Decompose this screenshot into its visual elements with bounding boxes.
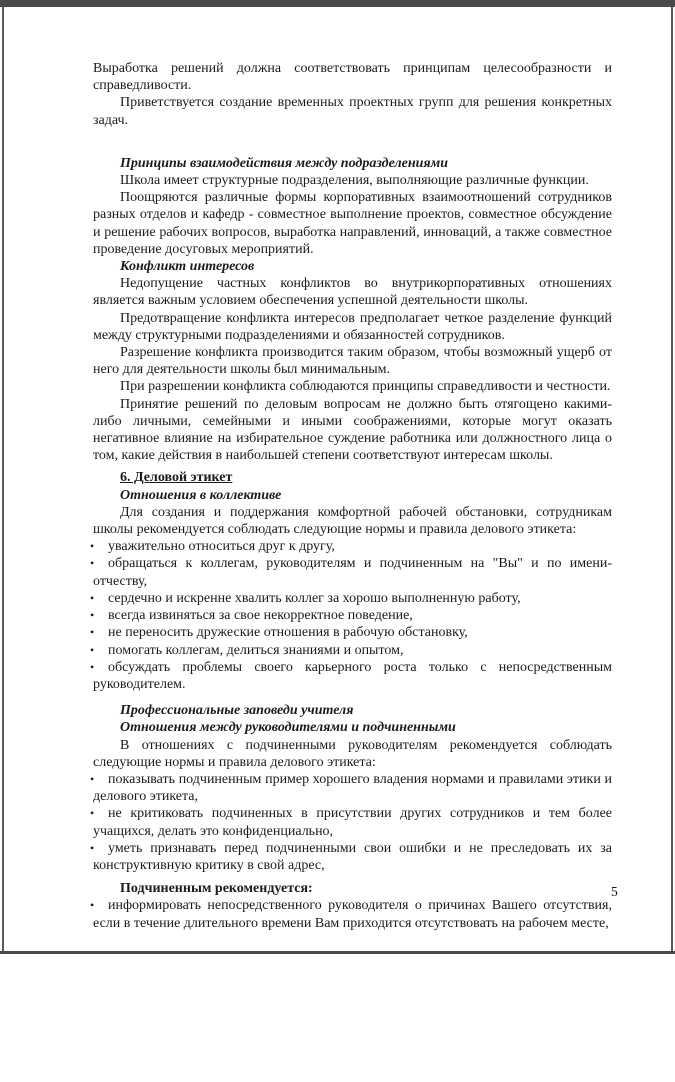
bullet-icon: • xyxy=(90,659,95,674)
bullet-icon: • xyxy=(90,608,95,623)
list-item-text: уважительно относиться друг к другу, xyxy=(108,539,335,555)
paragraph-structural-units: Школа имеет структурные подразделения, выполняющие различные функции. xyxy=(120,173,589,189)
paragraph-intro-continuation: Выработка решений должна соответствовать принципам целесообразности и справедливости. xyxy=(93,61,612,94)
bullet-icon: • xyxy=(90,539,95,554)
list-item xyxy=(90,538,612,555)
bullet-icon: • xyxy=(90,556,95,571)
bullet-icon: • xyxy=(90,840,95,855)
bullet-icon: • xyxy=(90,642,95,657)
page-bottom-edge xyxy=(0,951,675,954)
paragraph-conflict-resolution: Разрешение конфликта производится таким образом, чтобы возможный ущерб от него для деятельности школы был минимальным. xyxy=(93,345,612,378)
heading-interaction-principles: Принципы взаимодействия между подразделениями xyxy=(120,155,448,171)
heading-conflict-of-interest: Конфликт интересов xyxy=(120,259,255,275)
list-item xyxy=(90,590,612,607)
list-item xyxy=(90,555,612,589)
list-item xyxy=(90,642,612,659)
list-item xyxy=(90,607,612,624)
list-item xyxy=(90,624,612,641)
heading-teacher-commandments: Профессиональные заповеди учителя xyxy=(120,703,354,719)
paragraph-conflict-prevention-1: Недопущение частных конфликтов во внутрикорпоративных отношениях является важным условием обеспечения успешной деятельности школы. xyxy=(93,276,612,309)
paragraph-conflict-prevention-2: Предотвращение конфликта интересов предполагает четкое разделение функций между структурными подразделениями и обязанностей сотрудников. xyxy=(93,310,612,343)
bullet-icon: • xyxy=(90,806,95,821)
page-right-edge xyxy=(671,7,673,953)
list-item xyxy=(90,771,612,805)
list-item-text: не переносить дружеские отношения в рабочую обстановку, xyxy=(108,625,468,641)
list-item xyxy=(90,897,612,931)
list-item-text: обращаться к коллегам, руководителям и подчиненным на "Вы" и по имени-отчеству, xyxy=(93,556,612,589)
bullet-icon: • xyxy=(90,625,95,640)
paragraph-conflict-fairness: При разрешении конфликта соблюдаются принципы справедливости и честности. xyxy=(120,379,611,395)
list-item-text: сердечно и искренне хвалить коллег за хорошо выполненную работу, xyxy=(108,590,521,606)
paragraph-managers-intro: В отношениях с подчиненными руководителям рекомендуется соблюдать следующие нормы и правила делового этикета: xyxy=(93,737,612,770)
list-item-text: уметь признавать перед подчиненными свои ошибки и не преследовать их за конструктивную критику в свой адрес, xyxy=(93,840,612,873)
paragraph-decision-making: Принятие решений по деловым вопросам не должно быть отягощено какими-либо личными, семейными и иными соображениями, которые могут оказать негативное влияние на избирательное суждение работника или должностного лица о том, какие действия в наибольшей степени соответствуют интересам школы. xyxy=(93,396,612,464)
heading-manager-subordinate-relations: Отношения между руководителями и подчиненными xyxy=(120,720,456,736)
paragraph-team-intro: Для создания и поддержания комфортной рабочей обстановки, сотрудникам школы рекомендуется соблюдать следующие нормы и правила делового этикета: xyxy=(93,504,612,538)
bullet-icon: • xyxy=(90,898,95,913)
heading-team-relations: Отношения в коллективе xyxy=(120,487,282,503)
bullet-icon: • xyxy=(90,590,95,605)
heading-business-etiquette: 6. Деловой этикет xyxy=(120,470,233,486)
page-top-edge xyxy=(0,0,675,7)
spacer xyxy=(93,129,612,155)
list-item-text: всегда извиняться за свое некорректное поведение, xyxy=(108,608,413,624)
list-item-text: показывать подчиненным пример хорошего владения нормами и правилами этики и делового этикета, xyxy=(93,771,612,805)
list-item-text: информировать непосредственного руководителя о причинах Вашего отсутствия, если в течение длительного времени Вам приходится отсутствовать на рабочем месте, xyxy=(93,898,612,931)
heading-subordinates-recommendations: Подчиненным рекомендуется: xyxy=(120,881,313,897)
list-item xyxy=(90,840,612,874)
list-item-text: обсуждать проблемы своего карьерного роста только с непосредственным руководителем. xyxy=(93,659,612,692)
bullet-icon: • xyxy=(90,771,95,786)
list-item xyxy=(90,805,612,839)
list-item-text: не критиковать подчиненных в присутствии других сотрудников и тем более учащихся, делать это конфиденциально, xyxy=(93,806,612,839)
page-content xyxy=(90,60,612,932)
paragraph-project-groups: Приветствуется создание временных проектных групп для решения конкретных задач. xyxy=(93,95,612,128)
paragraph-corporate-relations: Поощряются различные формы корпоративных взаимоотношений сотрудников разных отделов и кафедр - совместное выполнение проектов, совместное обсуждение и решение рабочих вопросов, выработка направлений, инноваций, а также совместное проведение досуговых мероприятий. xyxy=(93,190,612,257)
page-left-edge xyxy=(2,7,4,953)
page-number: 5 xyxy=(611,884,618,899)
spacer xyxy=(93,693,612,702)
list-item-text: помогать коллегам, делиться знаниями и опытом, xyxy=(108,642,404,658)
list-item xyxy=(90,659,612,693)
